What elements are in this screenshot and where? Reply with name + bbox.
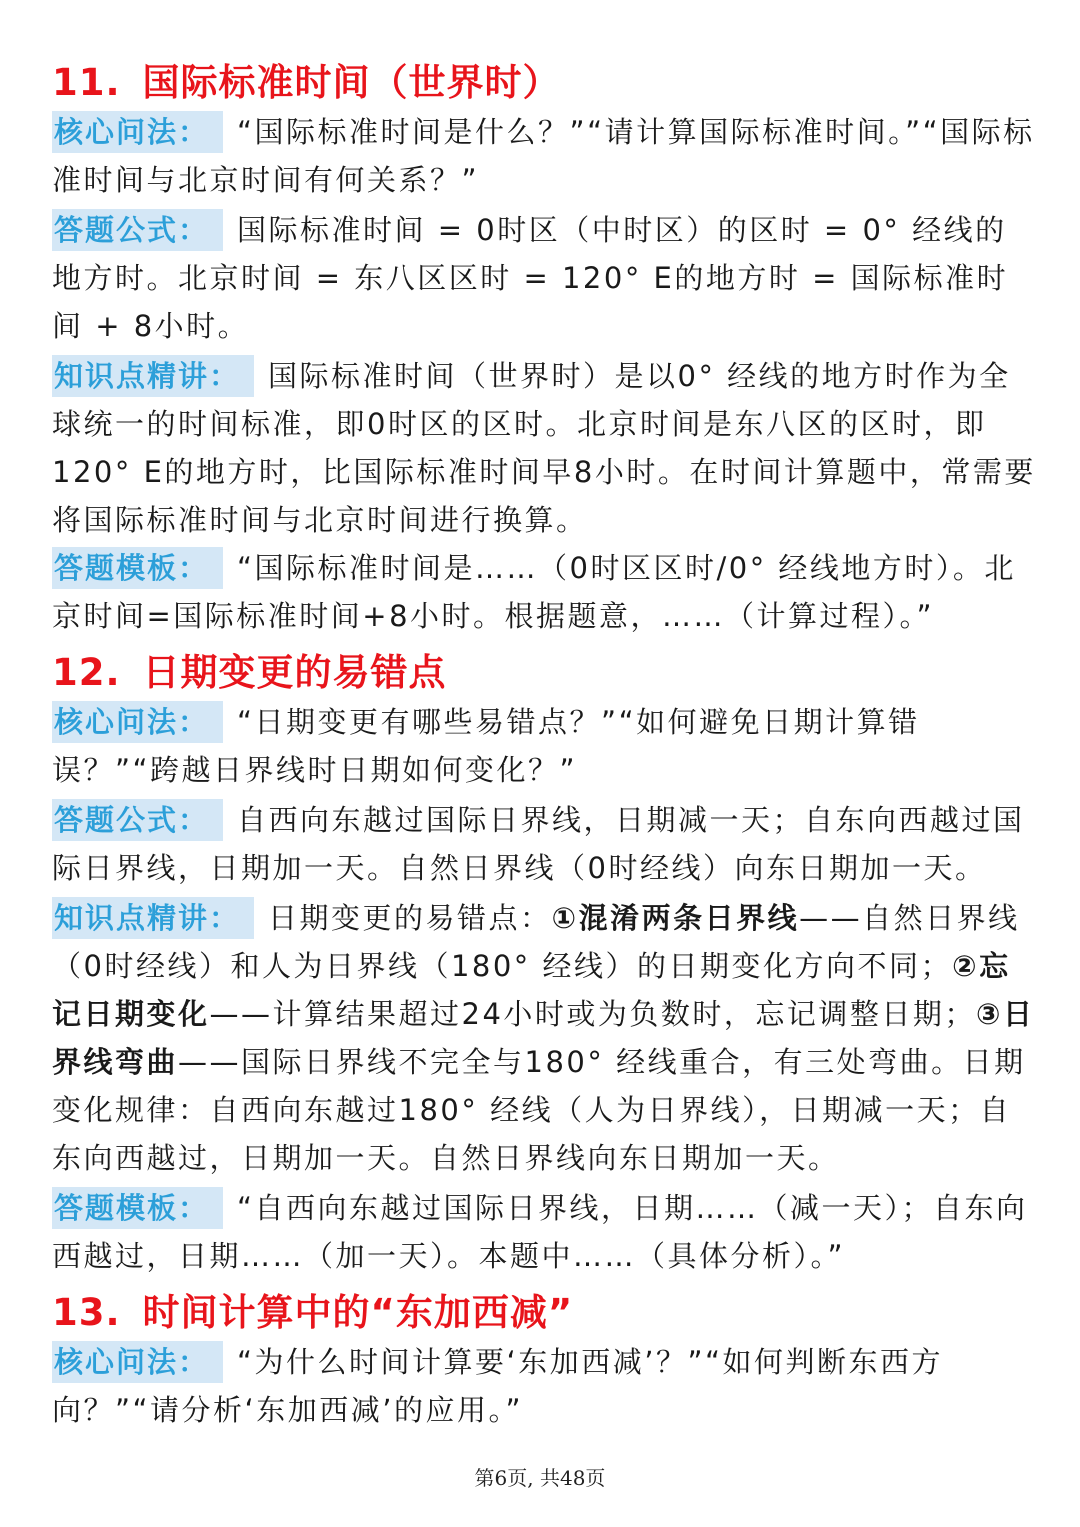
knowledge-part: ——国际日界线不完全与180° 经线重合，有三处弯曲。日期变化规律：自西向东越过180° 经线（人为日界线），日期减一天；自东向西越过，日期加一天。自然日界线向东日期加一天。 [52, 1045, 1026, 1175]
knowledge-part: ——自然日界线（0时经线）和人为日界线（180° 经线）的日期变化方向不同； [52, 901, 1020, 983]
paragraph-text: “国际标准时间是……（0时区区时/0° 经线地方时）。北京时间=国际标准时间+8小时。根据题意，……（计算过程）。” [52, 551, 1016, 633]
section-heading: 时间计算中的“东加西减” [142, 1291, 574, 1334]
section-heading: 日期变更的易错点 [142, 651, 447, 694]
label-formula: 答题公式： [52, 209, 223, 251]
section-number: 12. [52, 651, 121, 694]
paragraph-text: 国际标准时间 = 0时区（中时区）的区时 = 0° 经线的地方时。北京时间 = 东八区区时 = 120° E的地方时 = 国际标准时间 + 8小时。 [52, 213, 1009, 343]
section-title [52, 52, 561, 106]
section-title [52, 642, 447, 696]
paragraph-template [52, 1184, 1037, 1280]
section-heading: 国际标准时间（世界时） [142, 61, 561, 104]
paragraph-text: “国际标准时间是什么？”“请计算国际标准时间。”“国际标准时间与北京时间有何关系？” [52, 115, 1035, 197]
paragraph-text: “为什么时间计算要‘东加西减’？”“如何判断东西方向？”“请分析‘东加西减’的应用。” [52, 1345, 944, 1427]
label-formula: 答题公式： [52, 799, 223, 841]
paragraph-text: “自西向东越过国际日界线，日期……（减一天）；自东向西越过，日期……（加一天）。本题中……（具体分析）。” [52, 1191, 1028, 1273]
paragraph-text: 自西向东越过国际日界线，日期减一天；自东向西越过国际日界线，日期加一天。自然日界线（0时经线）向东日期加一天。 [52, 803, 1025, 885]
page-footer: 第6页, 共48页 [474, 1466, 606, 1490]
label-knowledge: 知识点精讲： [52, 897, 254, 939]
knowledge-part-bold: ①混淆两条日界线 [551, 901, 800, 935]
paragraph-knowledge [52, 352, 1037, 544]
paragraph-knowledge [52, 894, 1037, 1182]
section-number: 11. [52, 61, 121, 104]
label-core-question: 核心问法： [52, 701, 223, 743]
paragraph-text: 国际标准时间（世界时）是以0° 经线的地方时作为全球统一的时间标准，即0时区的区时。北京时间是东八区的区时，即120° E的地方时，比国际标准时间早8小时。在时间计算题中，常需要将国际标准时间与北京时间进行换算。 [52, 359, 1036, 537]
knowledge-part-bold: ②忘记日期变化 [52, 949, 1011, 1031]
paragraph-template [52, 544, 1037, 640]
paragraph-core-question [52, 698, 1037, 794]
knowledge-part: 日期变更的易错点： [268, 901, 552, 935]
section-number: 13. [52, 1291, 121, 1334]
label-core-question: 核心问法： [52, 111, 223, 153]
knowledge-part-bold: ③日界线弯曲 [52, 997, 1035, 1079]
label-template: 答题模板： [52, 1187, 223, 1229]
label-knowledge: 知识点精讲： [52, 355, 254, 397]
paragraph-core-question [52, 1338, 1037, 1434]
knowledge-part: ——计算结果超过24小时或为负数时，忘记调整日期； [209, 997, 976, 1031]
paragraph-core-question [52, 108, 1037, 204]
paragraph-text: “日期变更有哪些易错点？”“如何避免日期计算错误？”“跨越日界线时日期如何变化？” [52, 705, 920, 787]
paragraph-formula [52, 796, 1037, 892]
section-title [52, 1282, 573, 1336]
label-core-question: 核心问法： [52, 1341, 223, 1383]
paragraph-formula [52, 206, 1037, 350]
label-template: 答题模板： [52, 547, 223, 589]
